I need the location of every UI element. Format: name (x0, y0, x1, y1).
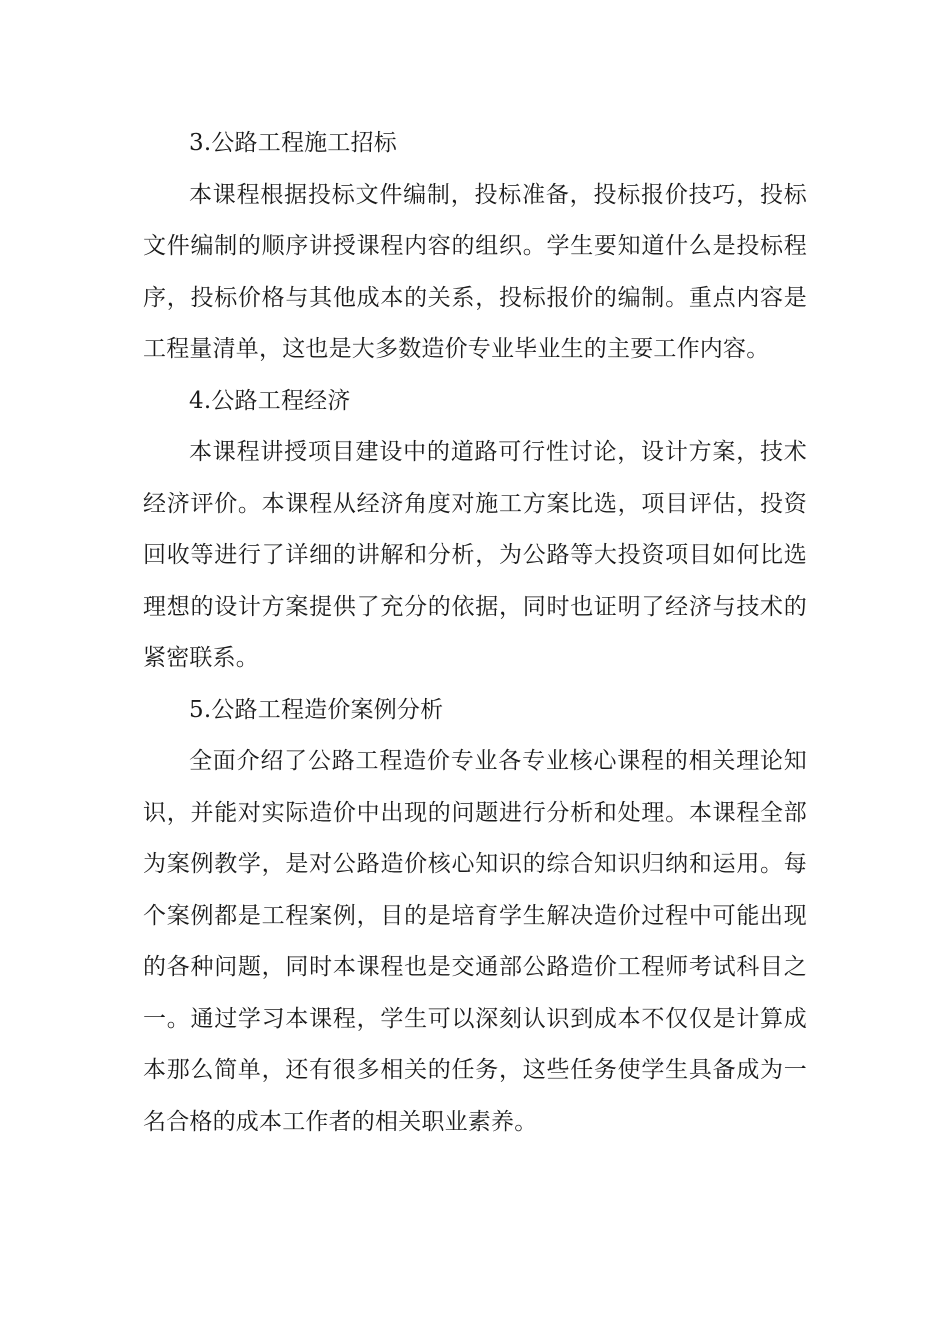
document-body (143, 118, 807, 1148)
section-heading-4: 4.公路工程经济 (189, 387, 351, 414)
section-paragraph-5: 全面介绍了公路工程造价专业各专业核心课程的相关理论知识，并能对实际造价中出现的问题进行分析和处理。本课程全部为案例教学，是对公路造价核心知识的综合知识归纳和运用。每个案例都是工程案例，目的是培育学生解决造价过程中可能出现的各种问题，同时本课程也是交通部公路造价工程师考试科目之一。通过学习本课程，学生可以深刻认识到成本不仅仅是计算成本那么简单，还有很多相关的任务，这些任务使学生具备成为一名合格的成本工作者的相关职业素养。 (143, 748, 807, 1135)
section-heading-3: 3.公路工程施工招标 (189, 130, 397, 156)
section-paragraph-3: 本课程根据投标文件编制，投标准备，投标报价技巧，投标文件编制的顺序讲授课程内容的组织。学生要知道什么是投标程序，投标价格与其他成本的关系，投标报价的编制。重点内容是工程量清单，这也是大多数造价专业毕业生的主要工作内容。 (143, 181, 807, 362)
section-paragraph-4: 本课程讲授项目建设中的道路可行性讨论，设计方案，技术经济评价。本课程从经济角度对施工方案比选，项目评估，投资回收等进行了详细的讲解和分析，为公路等大投资项目如何比选理想的设计方案提供了充分的依据，同时也证明了经济与技术的紧密联系。 (143, 439, 807, 671)
section-heading-5: 5.公路工程造价案例分析 (189, 696, 444, 723)
